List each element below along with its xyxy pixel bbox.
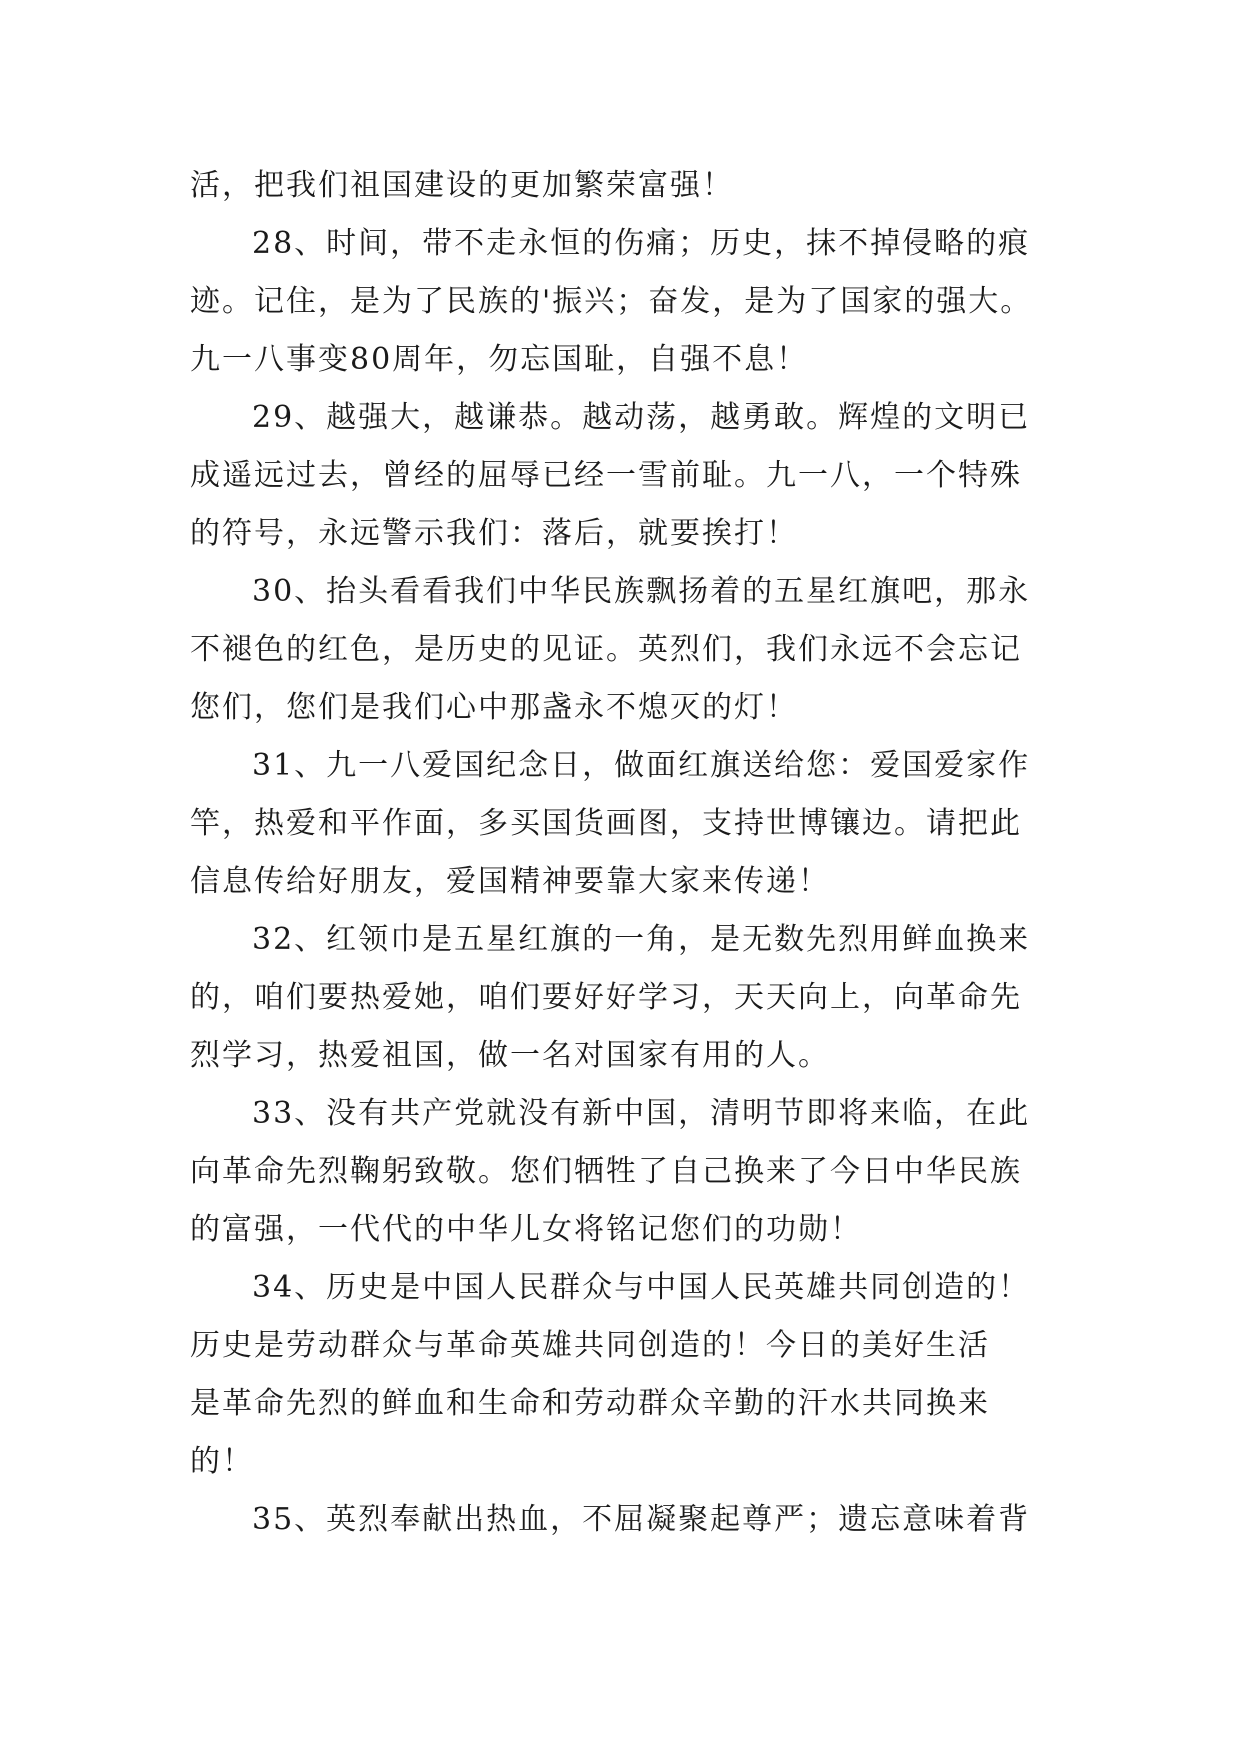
paragraph-31 [190,737,1070,911]
paragraph-32 [190,911,1070,1085]
text-line: 信息传给好朋友，爱国精神要靠大家来传递！ [190,864,830,899]
paragraph-27-tail [190,157,1070,215]
text-line: 竿，热爱和平作面，多买国货画图，支持世博镶边。请把此 [190,806,1022,841]
text-line: 历史是劳动群众与革命英雄共同创造的！今日的美好生活 [190,1328,990,1363]
text-line: 的富强，一代代的中华儿女将铭记您们的功勋！ [190,1212,862,1247]
text-line: 35、英烈奉献出热血，不屈凝聚起尊严；遗忘意味着背 [252,1502,1031,1537]
text-line: 您们，您们是我们心中那盏永不熄灭的灯！ [190,690,798,725]
text-line: 烈学习，热爱祖国，做一名对国家有用的人。 [190,1038,830,1073]
text-line: 31、九一八爱国纪念日，做面红旗送给您：爱国爱家作 [252,748,1031,783]
text-line: 33、没有共产党就没有新中国，清明节即将来临，在此 [252,1096,1031,1131]
text-line: 是革命先烈的鲜血和生命和劳动群众辛勤的汗水共同换来 [190,1386,990,1421]
text-line: 不褪色的红色，是历史的见证。英烈们，我们永远不会忘记 [190,632,1022,667]
paragraph-33 [190,1085,1070,1259]
text-line: 28、时间，带不走永恒的伤痛；历史，抹不掉侵略的痕 [252,226,1031,261]
paragraph-28 [190,215,1070,389]
paragraph-35 [190,1491,1070,1549]
paragraph-29 [190,389,1070,563]
text-line: 活，把我们祖国建设的更加繁荣富强！ [190,168,734,203]
text-line: 30、抬头看看我们中华民族飘扬着的五星红旗吧，那永 [252,574,1031,609]
document-body [190,157,1070,1549]
text-line: 的，咱们要热爱她，咱们要好好学习，天天向上，向革命先 [190,980,1022,1015]
text-line: 九一八事变80周年，勿忘国耻，自强不息！ [190,342,809,377]
text-line: 的！ [190,1444,254,1479]
text-line: 34、历史是中国人民群众与中国人民英雄共同创造的！ [252,1270,1031,1305]
paragraph-30 [190,563,1070,737]
text-line: 迹。记住，是为了民族的'振兴；奋发，是为了国家的强大。 [190,284,1033,319]
text-line: 32、红领巾是五星红旗的一角，是无数先烈用鲜血换来 [252,922,1031,957]
text-line: 向革命先烈鞠躬致敬。您们牺牲了自己换来了今日中华民族 [190,1154,1022,1189]
text-line: 成遥远过去，曾经的屈辱已经一雪前耻。九一八，一个特殊 [190,458,1022,493]
text-line: 29、越强大，越谦恭。越动荡，越勇敢。辉煌的文明已 [252,400,1031,435]
paragraph-34 [190,1259,1070,1491]
text-line: 的符号，永远警示我们：落后，就要挨打！ [190,516,798,551]
